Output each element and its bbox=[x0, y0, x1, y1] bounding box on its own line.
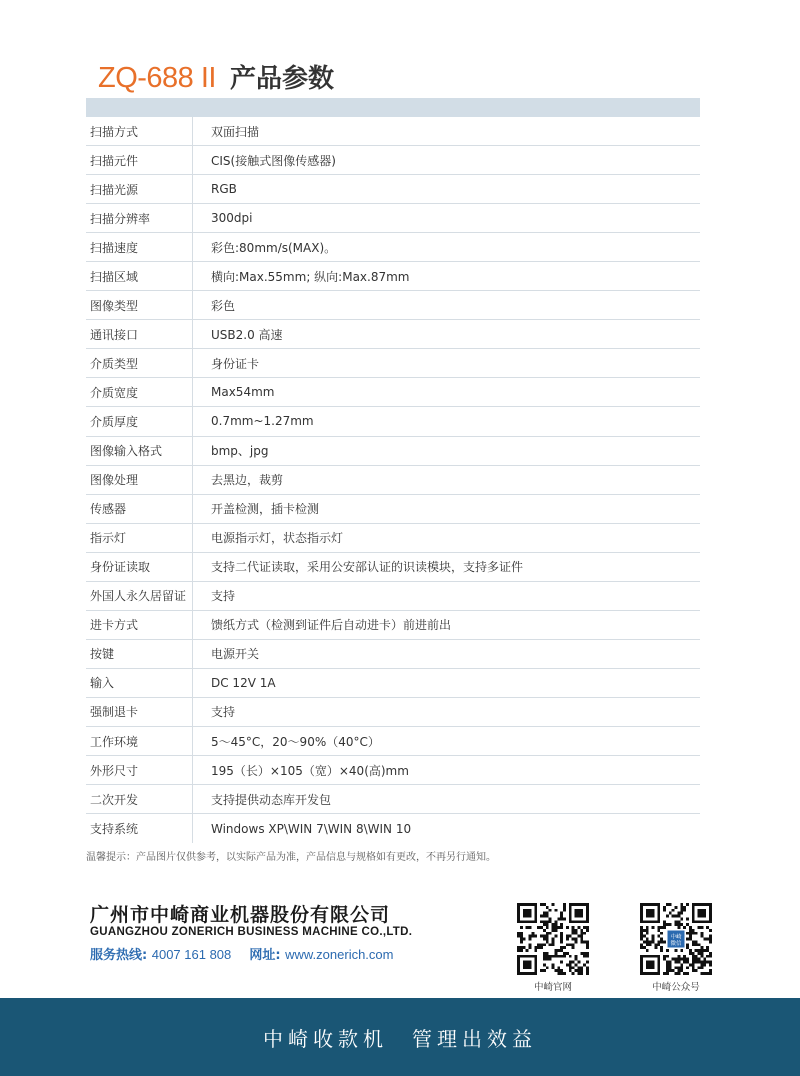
spec-row bbox=[86, 291, 700, 320]
spec-value: Windows XP\WIN 7\WIN 8\WIN 10 bbox=[211, 821, 412, 836]
qr-code-icon bbox=[640, 903, 712, 975]
qr-wechat-account bbox=[638, 903, 714, 993]
spec-value: 彩色 bbox=[211, 298, 236, 313]
spec-row bbox=[86, 698, 700, 727]
spec-row bbox=[86, 175, 700, 204]
spec-row bbox=[86, 437, 700, 466]
spec-key: 扫描区域 bbox=[86, 262, 193, 290]
spec-key: 图像类型 bbox=[86, 291, 193, 319]
spec-key: 强制退卡 bbox=[86, 698, 193, 726]
spec-row bbox=[86, 407, 700, 436]
slogan-right: 管理出效益 bbox=[412, 1026, 537, 1051]
spec-row bbox=[86, 349, 700, 378]
spec-key: 介质厚度 bbox=[86, 407, 193, 435]
spec-row bbox=[86, 233, 700, 262]
spec-key: 外国人永久居留证 bbox=[86, 582, 193, 610]
spec-row bbox=[86, 146, 700, 175]
spec-value: 195（长）×105（宽）×40(高)mm bbox=[211, 763, 409, 778]
spec-row bbox=[86, 495, 700, 524]
spec-key: 输入 bbox=[86, 669, 193, 697]
spec-value: 支持 bbox=[211, 705, 236, 720]
spec-row bbox=[86, 204, 700, 233]
spec-row bbox=[86, 785, 700, 814]
spec-row bbox=[86, 320, 700, 349]
spec-value: 横向:Max.55mm; 纵向:Max.87mm bbox=[211, 269, 410, 284]
spec-row bbox=[86, 466, 700, 495]
spec-value: Max54mm bbox=[211, 385, 275, 400]
spec-value: 彩色:80mm/s(MAX)。 bbox=[211, 240, 337, 255]
spec-row bbox=[86, 262, 700, 291]
spec-value: bmp、jpg bbox=[211, 444, 269, 459]
title-text: 产品参数 bbox=[230, 64, 335, 94]
spec-key: 工作环境 bbox=[86, 727, 193, 755]
spec-value: 电源开关 bbox=[211, 647, 260, 662]
company-name-en: GUANGZHOU ZONERICH BUSINESS MACHINE CO.,LTD. bbox=[90, 926, 413, 938]
spec-key: 进卡方式 bbox=[86, 611, 193, 639]
spec-key: 指示灯 bbox=[86, 524, 193, 552]
spec-row bbox=[86, 553, 700, 582]
spec-value: 支持提供动态库开发包 bbox=[211, 792, 332, 807]
company-name-cn: 广州市中崎商业机器股份有限公司 bbox=[90, 904, 391, 926]
spec-row bbox=[86, 378, 700, 407]
spec-key: 介质宽度 bbox=[86, 378, 193, 406]
spec-value: 电源指示灯，状态指示灯 bbox=[211, 531, 344, 546]
spec-key: 传感器 bbox=[86, 495, 193, 523]
spec-row bbox=[86, 727, 700, 756]
spec-value: 双面扫描 bbox=[211, 124, 260, 139]
spec-row bbox=[86, 524, 700, 553]
spec-key: 扫描元件 bbox=[86, 146, 193, 174]
qr-label: 中崎官网 bbox=[533, 982, 572, 993]
spec-row bbox=[86, 756, 700, 785]
spec-value: 300dpi bbox=[211, 211, 253, 226]
hotline-number: 4007 161 808 bbox=[151, 947, 232, 962]
spec-key: 二次开发 bbox=[86, 785, 193, 813]
contact-line bbox=[90, 944, 393, 963]
spec-value: 支持二代证读取，采用公安部认证的识读模块，支持多证件 bbox=[211, 560, 524, 575]
spec-value: RGB bbox=[211, 182, 237, 197]
qr-official-site bbox=[515, 903, 591, 993]
website-url[interactable]: www.zonerich.com bbox=[285, 947, 394, 962]
spec-key: 扫描分辨率 bbox=[86, 204, 193, 232]
spec-key: 通讯接口 bbox=[86, 320, 193, 348]
spec-row bbox=[86, 640, 700, 669]
spec-key: 图像输入格式 bbox=[86, 437, 193, 465]
hotline-label: 服务热线: bbox=[90, 948, 148, 963]
spec-table bbox=[86, 117, 700, 843]
footer-banner bbox=[0, 998, 800, 1076]
spec-value: CIS(接触式图像传感器) bbox=[211, 153, 336, 168]
spec-value: 支持 bbox=[211, 589, 236, 604]
website-label: 网址: bbox=[249, 948, 281, 963]
spec-key: 支持系统 bbox=[86, 814, 193, 843]
slogan-left: 中崎收款机 bbox=[263, 1026, 388, 1051]
spec-row bbox=[86, 582, 700, 611]
spec-key: 外形尺寸 bbox=[86, 756, 193, 784]
qr-code-icon bbox=[517, 903, 589, 975]
qr-label: 中崎公众号 bbox=[652, 982, 700, 993]
page-title bbox=[98, 58, 334, 98]
spec-value: 开盖检测，插卡检测 bbox=[211, 502, 320, 517]
table-header-bar bbox=[86, 98, 700, 117]
qr-badge-text: 中崎 bbox=[670, 934, 682, 941]
spec-value: 5～45°C，20～90%（40°C） bbox=[211, 734, 380, 749]
spec-key: 扫描方式 bbox=[86, 117, 193, 145]
model-name: ZQ-688 II bbox=[98, 62, 216, 94]
spec-value: 去黑边，裁剪 bbox=[211, 473, 284, 488]
spec-key: 介质类型 bbox=[86, 349, 193, 377]
spec-value: 身份证卡 bbox=[211, 356, 260, 371]
qr-badge-text: 微信 bbox=[670, 941, 682, 948]
spec-key: 按键 bbox=[86, 640, 193, 668]
disclaimer-note: 温馨提示：产品图片仅供参考，以实际产品为准，产品信息与规格如有更改，不再另行通知。 bbox=[86, 852, 496, 863]
spec-value: 0.7mm~1.27mm bbox=[211, 414, 314, 429]
footer-slogan bbox=[263, 1023, 537, 1052]
spec-row bbox=[86, 669, 700, 698]
spec-key: 扫描光源 bbox=[86, 175, 193, 203]
spec-row bbox=[86, 117, 700, 146]
spec-key: 扫描速度 bbox=[86, 233, 193, 261]
spec-value: DC 12V 1A bbox=[211, 675, 276, 690]
spec-key: 图像处理 bbox=[86, 466, 193, 494]
spec-key: 身份证读取 bbox=[86, 553, 193, 581]
spec-row bbox=[86, 611, 700, 640]
spec-value: USB2.0 高速 bbox=[211, 327, 283, 342]
spec-value: 馈纸方式（检测到证件后自动进卡）前进前出 bbox=[211, 618, 452, 633]
spec-row bbox=[86, 814, 700, 843]
